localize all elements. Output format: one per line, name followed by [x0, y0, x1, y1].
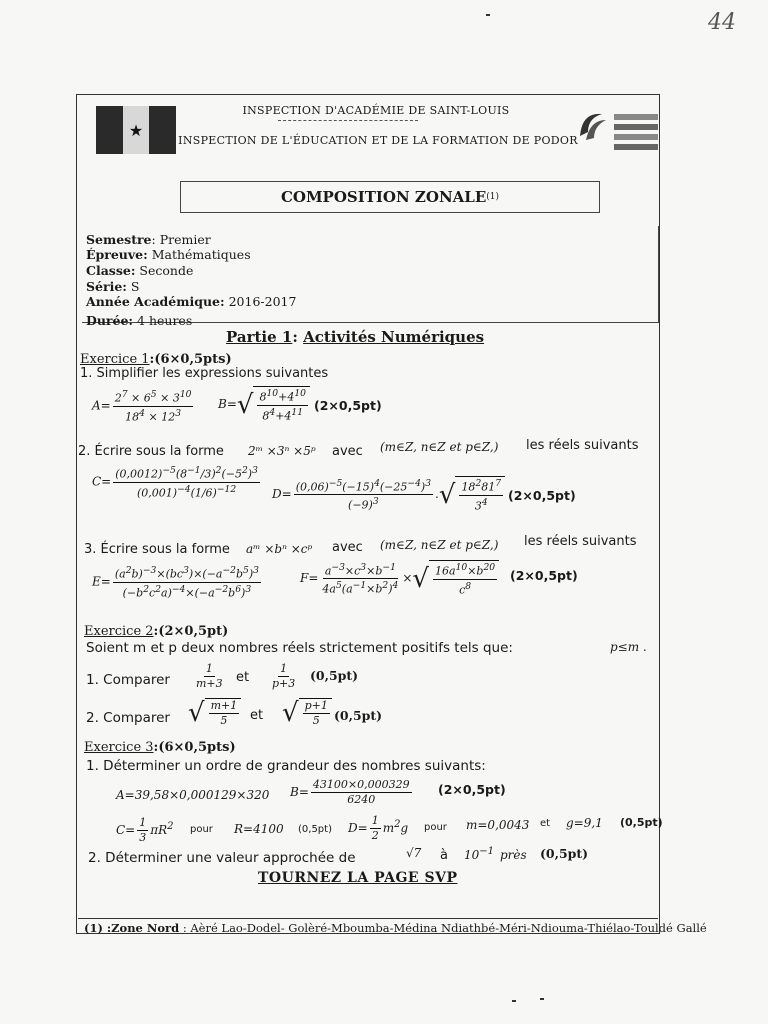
ex2-q1-points: (0,5pt) [310, 668, 359, 683]
ex1-q3-condition: (m∈Z, n∈Z et p∈Z,) [380, 538, 499, 552]
ex3-cd-points: (0,5pt) [620, 816, 663, 829]
star-icon: ★ [123, 106, 150, 154]
ex1-q2-suffix: les réels suivants [526, 438, 639, 453]
ex1-q3-points: (2×0,5pt) [510, 568, 578, 583]
ex3-q1: 1. Déterminer un ordre de grandeur des nombres suivants: [86, 758, 486, 774]
expr-f: F= $\frac{a^{-3}\times c^3\times b^{-1}}{4a^5(a^{-1}\times b^2)^4}$ × √ $\frac{16a^{10}\times b^{20}}{c^8}$ [300, 560, 499, 597]
ex3-d-pour: pour [424, 822, 447, 833]
ex1-q3-suffix: les réels suivants [524, 534, 637, 549]
info-annee: Année Académique: 2016-2017 [86, 294, 297, 309]
ex2-heading: Exercice 2:(2×0,5pt) [84, 624, 229, 639]
ex2-q1-prefix: 1. Comparer [86, 672, 170, 688]
ex3-q2-power: $10^{-1}$ [464, 846, 495, 862]
page-title: COMPOSITION ZONALE [280, 188, 487, 206]
ex3-m-value: m=0,0043 [466, 818, 530, 832]
ex2-q2-points: (0,5pt) [334, 708, 383, 723]
expr-b3: B= $\frac{43100\times 0,000329}{6240}$ [290, 778, 410, 806]
ex2-q2-sqrt1: √ $\frac{m+1}{5}$ [188, 698, 241, 728]
ex3-q2-pres: près [500, 848, 527, 862]
expr-d3: D= $\frac{1}{2}$ $m^2g$ [348, 814, 409, 842]
ex1-q2-prefix: 2. Écrire sous la forme [78, 444, 224, 459]
ex3-r-value: R=4100 [234, 822, 284, 836]
ex3-ab-points: (2×0,5pt) [438, 782, 506, 797]
turn-page-notice: TOURNEZ LA PAGE SVP [258, 870, 458, 886]
ex3-et: et [540, 818, 551, 829]
footer-note: (1) :Zone Nord : Aèré Lao-Dodel- Golèré-Mboumba-Médina Ndiathbé-Méri-Ndiouma-Thiélao-Touldé Gallé [84, 921, 707, 935]
ex3-q2-prefix: 2. Déterminer une valeur approchée de [88, 850, 356, 866]
ex3-r-points: (0,5pt) [298, 824, 332, 835]
ex1-q2-points: (2×0,5pt) [508, 488, 576, 503]
header-divider [278, 120, 418, 121]
ex3-q2-a: à [440, 848, 448, 863]
ex2-intro: Soient m et p deux nombres réels strictement positifs tels que: [86, 640, 513, 656]
ex2-q1-frac2: $\frac{1}{p+3}$ [272, 662, 296, 690]
ex2-q2-prefix: 2. Comparer [86, 710, 170, 726]
expr-d: D= $\frac{(0,06)^{-5}(-15)^4(-25^{-4})^3}{(-9)^3}$ . √ $\frac{18^281^7}{3^4}$ [272, 476, 505, 513]
page-number: 44 [708, 10, 736, 35]
header-academie: INSPECTION D'ACADÉMIE DE SAINT-LOUIS [242, 104, 510, 117]
ex1-q2-avec: avec [332, 444, 363, 459]
expr-a: A= $\frac{2^7 \times 6^5 \times 3^{10}}{18^4 \times 12^3}$ [92, 389, 192, 424]
ex1-q2-form: 2ᵐ ×3ⁿ ×5ᵖ [248, 444, 316, 458]
scan-speck [512, 1000, 516, 1002]
expr-c3: C= $\frac{1}{3}$ $\pi R^2$ [116, 816, 174, 844]
institution-logo [572, 106, 658, 154]
title-box [180, 181, 600, 213]
ex1-q1: 1. Simplifier les expressions suivantes [80, 366, 329, 381]
ex1-q2-condition: (m∈Z, n∈Z et p∈Z,) [380, 440, 499, 454]
expr-c: C= $\frac{(0,0012)^{-5}(8^{-1}/3)^2(-5^2)^3}{(0,001)^{-4}(1/6)^{-12}}$ [92, 465, 258, 500]
ex1-q3-form: aᵐ ×bⁿ ×cᵖ [246, 542, 313, 556]
scan-speck [540, 998, 544, 1000]
ex1-q3-prefix: 3. Écrire sous la forme [84, 542, 230, 557]
ex2-q2-et: et [250, 708, 264, 723]
ex2-q2-sqrt2: √ $\frac{p+1}{5}$ [282, 698, 332, 728]
ex3-q2-points: (0,5pt) [540, 846, 589, 861]
page-frame [76, 94, 660, 934]
info-duree: Durée: 4 heures [86, 313, 193, 328]
flag-logo [96, 106, 176, 154]
ex3-g-value: g=9,1 [566, 816, 603, 830]
info-semestre: Semestre: Premier [86, 232, 211, 247]
header-education: INSPECTION DE L'ÉDUCATION ET DE LA FORMATION DE PODOR [178, 134, 578, 147]
ex2-q1-et: et [236, 670, 250, 685]
footer-divider [78, 918, 658, 919]
scan-speck [486, 14, 490, 16]
ex1-q3-avec: avec [332, 540, 363, 555]
ex3-heading: Exercice 3:(6×0,5pts) [84, 740, 236, 755]
ex3-q2-sqrt7: √7 [406, 846, 422, 860]
part1-heading: Partie 1: Activités Numériques [226, 328, 485, 346]
expr-b: B= √ $\frac{8^{10}+4^{10}}{8^4+4^{11}}$ [218, 386, 310, 423]
expr-a3: A=39,58×0,000129×320 [116, 788, 270, 802]
info-serie: Série: S [86, 279, 140, 294]
ex1-q1-points: (2×0,5pt) [314, 398, 382, 413]
title-note-ref: (1) [486, 192, 500, 202]
ex2-q1-frac1: $\frac{1}{m+3}$ [196, 662, 223, 690]
expr-e: E= $\frac{(a^2b)^{-3}\times(bc^3)\times(-a^{-2}b^5)^3}{(-b^2c^2a)^{-4}\times(-a^{-2}b^6)^3}$ [92, 565, 259, 600]
info-classe: Classe: Seconde [86, 263, 194, 278]
info-epreuve: Épreuve: Mathématiques [86, 247, 251, 262]
ex2-condition: p≤m . [610, 640, 647, 654]
ex1-heading: Exercice 1:(6×0,5pts) [80, 352, 232, 367]
ex3-c-pour: pour [190, 824, 213, 835]
